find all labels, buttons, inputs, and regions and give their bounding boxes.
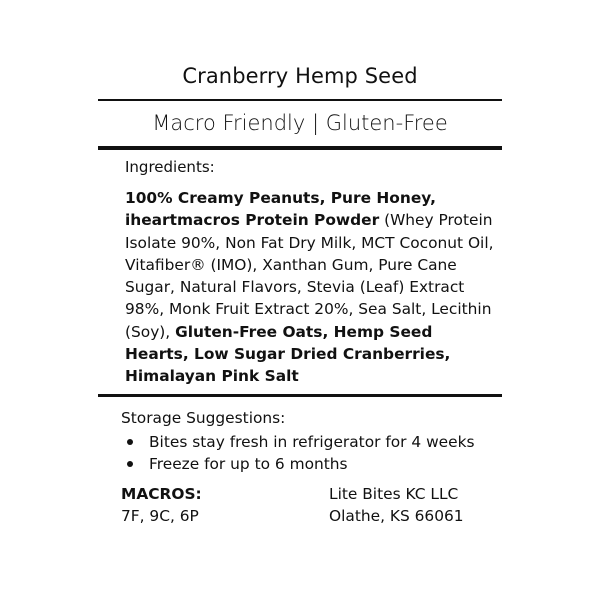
macros-value: 7F, 9C, 6P [121,507,199,525]
ingredients-segment-bold-1: 100% Creamy Peanuts, Pure Honey, iheartmacros Protein Powder [125,189,436,230]
subtitle-divider [98,146,502,150]
product-subtitle: Macro Friendly | Gluten-Free [152,111,448,135]
bullet-icon [127,439,133,445]
ingredients-segment-regular: (Whey Protein Isolate 90%, Non Fat Dry Milk, MCT Coconut Oil, Vitafiber® (IMO), Xanthan Gum, Pure Cane Sugar, Natural Flavors, Stevia (Leaf) Extract 98%, Monk Fruit Extract 20%, Sea Salt, Lecithin (Soy), [125,211,494,341]
product-title: Cranberry Hemp Seed [182,64,418,88]
ingredients-list [125,187,497,388]
ingredients-divider [98,394,502,397]
list-item [121,431,475,453]
company-name: Lite Bites KC LLC [329,485,459,503]
title-divider [98,99,502,101]
ingredients-segment-bold-2: Gluten-Free Oats, Hemp Seed Hearts, Low Sugar Dried Cranberries, Himalayan Pink Salt [125,322,451,386]
storage-list [121,431,475,475]
company-location: Olathe, KS 66061 [329,507,464,525]
macros-heading: MACROS: [121,485,202,503]
storage-heading: Storage Suggestions: [121,409,286,427]
storage-item-text: Freeze for up to 6 months [149,455,348,473]
storage-item-text: Bites stay fresh in refrigerator for 4 weeks [149,433,475,451]
bullet-icon [127,461,133,467]
list-item [121,453,475,475]
ingredients-heading: Ingredients: [125,158,215,176]
